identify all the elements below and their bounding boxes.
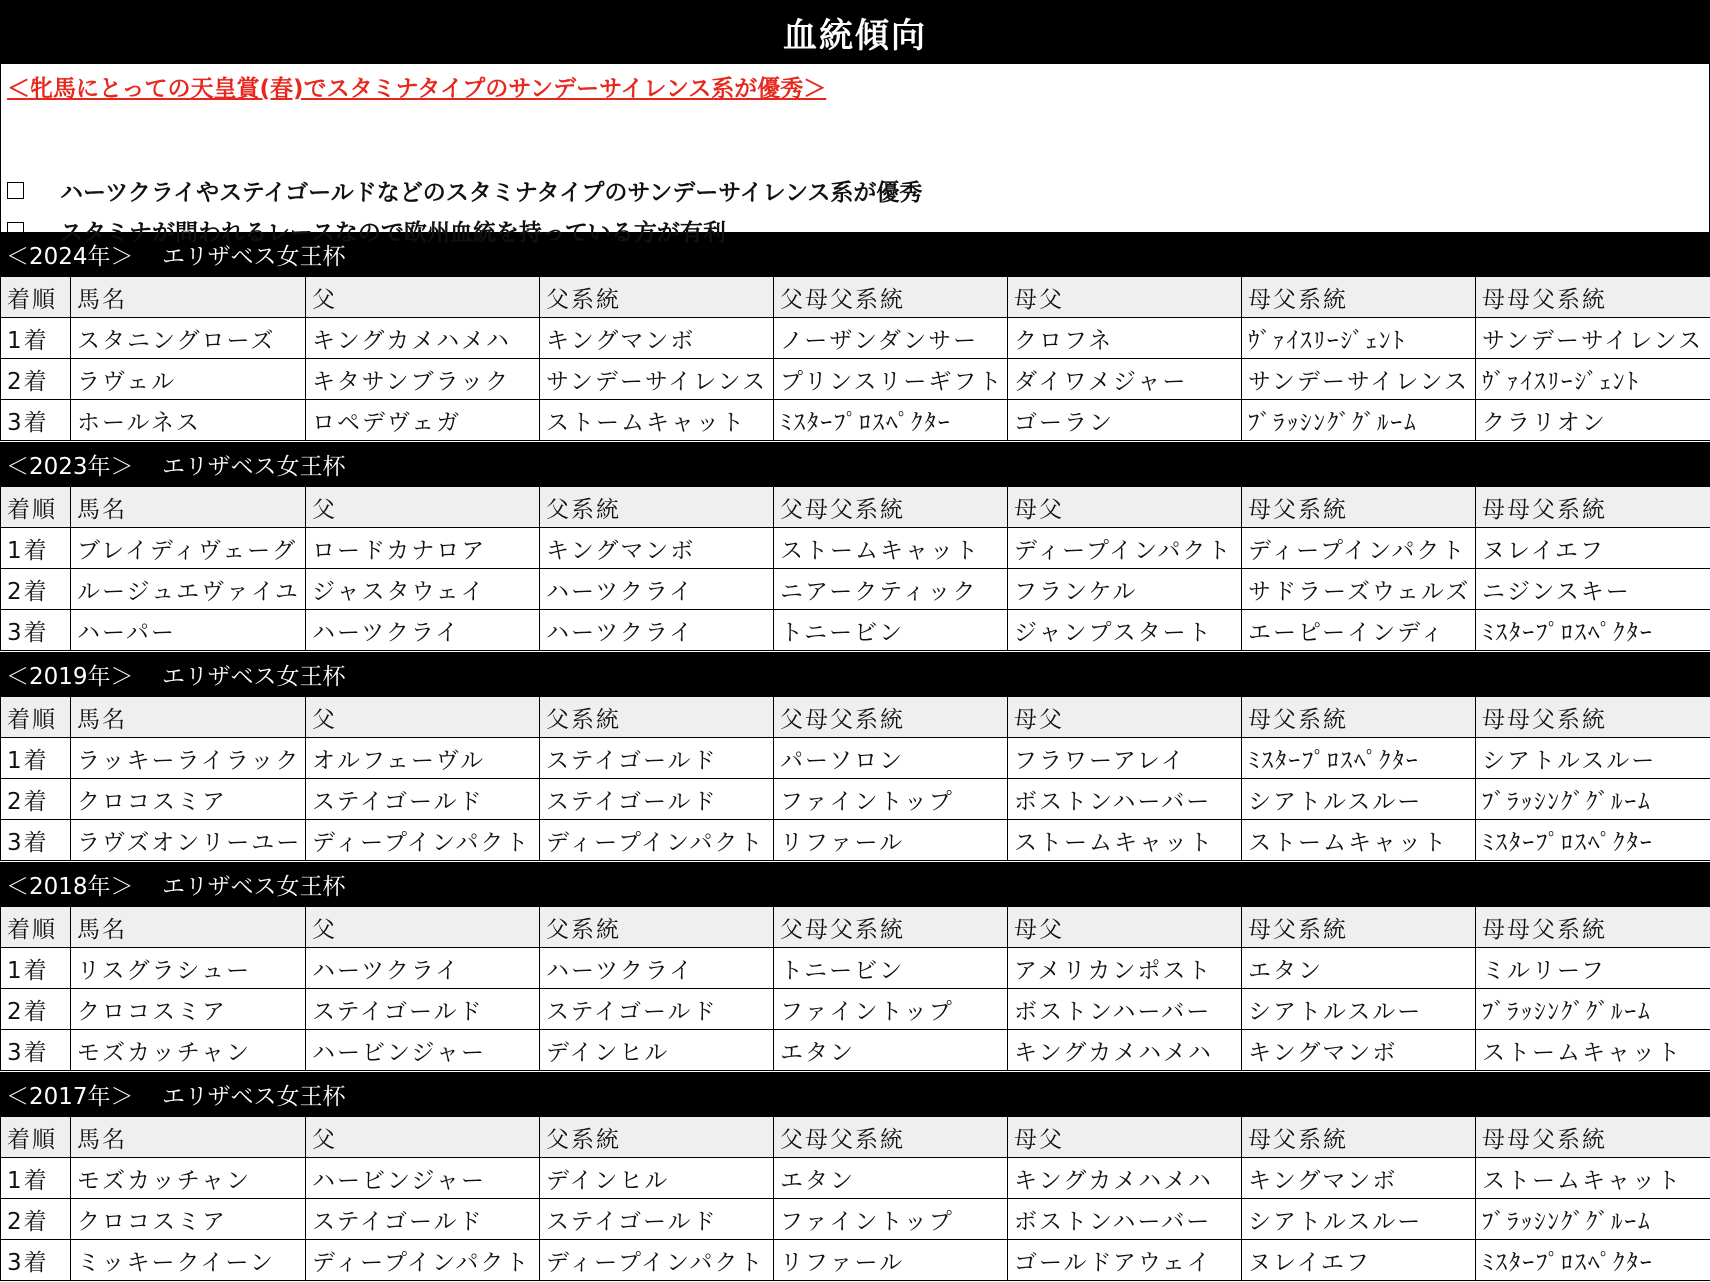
table-cell: ハーツクライ xyxy=(540,948,774,989)
column-header: 母父系統 xyxy=(1242,277,1476,318)
table-header-row xyxy=(1,697,1710,738)
table-cell: トニービン xyxy=(774,610,1008,651)
column-header: 着順 xyxy=(1,697,71,738)
year-section xyxy=(0,652,1710,862)
column-header: 馬名 xyxy=(71,277,306,318)
table-row xyxy=(1,1199,1710,1240)
column-header: 父 xyxy=(306,697,540,738)
table-cell: ハービンジャー xyxy=(306,1030,540,1071)
table-cell: フランケル xyxy=(1008,569,1242,610)
column-header: 父母父系統 xyxy=(774,1117,1008,1158)
table-cell: エーピーインディ xyxy=(1242,610,1476,651)
column-header: 母父 xyxy=(1008,907,1242,948)
table-cell: ハーツクライ xyxy=(306,948,540,989)
table-row xyxy=(1,359,1710,400)
table-header-row xyxy=(1,277,1710,318)
column-header: 母父系統 xyxy=(1242,487,1476,528)
column-header: 母母父系統 xyxy=(1476,907,1710,948)
column-header: 馬名 xyxy=(71,487,306,528)
table-cell: ストームキャット xyxy=(1476,1158,1710,1199)
table-cell: ジャンプスタート xyxy=(1008,610,1242,651)
table-cell: ラヴェル xyxy=(71,359,306,400)
table-cell: トニービン xyxy=(774,948,1008,989)
table-row xyxy=(1,1158,1710,1199)
table-row xyxy=(1,820,1710,861)
table-cell: ﾐｽﾀｰﾌﾟﾛｽﾍﾟｸﾀｰ xyxy=(1242,738,1476,779)
year-section xyxy=(0,1072,1710,1282)
column-header: 母母父系統 xyxy=(1476,1117,1710,1158)
table-cell: ステイゴールド xyxy=(306,779,540,820)
column-header: 馬名 xyxy=(71,697,306,738)
table-cell: 2着 xyxy=(1,779,71,820)
section-race: エリザベス女王杯 xyxy=(162,1083,346,1110)
results-table xyxy=(0,276,1710,441)
results-table xyxy=(0,906,1710,1071)
year-section xyxy=(0,232,1710,442)
column-header: 父母父系統 xyxy=(774,907,1008,948)
table-cell: サンデーサイレンス xyxy=(1242,359,1476,400)
table-cell: ファイントップ xyxy=(774,1199,1008,1240)
section-race: エリザベス女王杯 xyxy=(162,453,346,480)
table-cell: キングマンボ xyxy=(540,528,774,569)
table-cell: キングカメハメハ xyxy=(306,318,540,359)
table-cell: ヌレイエフ xyxy=(1476,528,1710,569)
table-cell: ダイワメジャー xyxy=(1008,359,1242,400)
table-cell: クロコスミア xyxy=(71,779,306,820)
column-header: 母父 xyxy=(1008,697,1242,738)
table-cell: ﾐｽﾀｰﾌﾟﾛｽﾍﾟｸﾀｰ xyxy=(774,400,1008,441)
table-cell: ディープインパクト xyxy=(306,1240,540,1281)
table-cell: ｳﾞｧｲｽﾘｰｼﾞｪﾝﾄ xyxy=(1242,318,1476,359)
table-cell: ストームキャット xyxy=(1242,820,1476,861)
column-header: 着順 xyxy=(1,907,71,948)
column-header: 馬名 xyxy=(71,1117,306,1158)
table-cell: 3着 xyxy=(1,610,71,651)
table-cell: ストームキャット xyxy=(1476,1030,1710,1071)
table-cell: 3着 xyxy=(1,1030,71,1071)
table-cell: キングマンボ xyxy=(1242,1158,1476,1199)
table-cell: スタニングローズ xyxy=(71,318,306,359)
table-row xyxy=(1,989,1710,1030)
column-header: 馬名 xyxy=(71,907,306,948)
table-cell: モズカッチャン xyxy=(71,1158,306,1199)
table-cell: ディープインパクト xyxy=(306,820,540,861)
table-cell: キングカメハメハ xyxy=(1008,1030,1242,1071)
table-cell: リファール xyxy=(774,820,1008,861)
table-cell: ディープインパクト xyxy=(540,1240,774,1281)
table-cell: 3着 xyxy=(1,1240,71,1281)
table-cell: シアトルスルー xyxy=(1242,989,1476,1030)
table-cell: ディープインパクト xyxy=(1242,528,1476,569)
column-header: 着順 xyxy=(1,1117,71,1158)
table-cell: ハービンジャー xyxy=(306,1158,540,1199)
section-year: ＜2017年＞ xyxy=(6,1083,134,1110)
column-header: 母母父系統 xyxy=(1476,487,1710,528)
results-table xyxy=(0,1116,1710,1281)
table-cell: ステイゴールド xyxy=(540,779,774,820)
table-cell: 2着 xyxy=(1,1199,71,1240)
table-row xyxy=(1,318,1710,359)
table-cell: アメリカンポスト xyxy=(1008,948,1242,989)
table-row xyxy=(1,738,1710,779)
table-cell: キングマンボ xyxy=(540,318,774,359)
table-cell: クラリオン xyxy=(1476,400,1710,441)
bullet-item xyxy=(7,174,922,207)
table-cell: ﾌﾞﾗｯｼﾝｸﾞｸﾞﾙｰﾑ xyxy=(1242,400,1476,441)
trend-subtitle: ＜牝馬にとっての天皇賞(春)でスタミナタイプのサンデーサイレンス系が優秀＞ xyxy=(7,76,827,102)
table-cell: ファイントップ xyxy=(774,779,1008,820)
table-cell: 2着 xyxy=(1,989,71,1030)
table-cell: ロードカナロア xyxy=(306,528,540,569)
table-cell: エタン xyxy=(774,1030,1008,1071)
table-cell: シアトルスルー xyxy=(1242,1199,1476,1240)
table-cell: キングカメハメハ xyxy=(1008,1158,1242,1199)
section-year: ＜2019年＞ xyxy=(6,663,134,690)
bullet-item xyxy=(7,214,726,247)
column-header: 母母父系統 xyxy=(1476,697,1710,738)
table-cell: ﾐｽﾀｰﾌﾟﾛｽﾍﾟｸﾀｰ xyxy=(1476,820,1710,861)
table-cell: ステイゴールド xyxy=(540,989,774,1030)
checkbox-icon xyxy=(7,222,24,239)
table-cell: ゴールドアウェイ xyxy=(1008,1240,1242,1281)
checkbox-icon xyxy=(7,182,24,199)
table-cell: 2着 xyxy=(1,359,71,400)
page-title: 血統傾向 xyxy=(0,0,1710,64)
table-cell: フラワーアレイ xyxy=(1008,738,1242,779)
section-year: ＜2018年＞ xyxy=(6,873,134,900)
table-cell: サドラーズウェルズ xyxy=(1242,569,1476,610)
section-race: エリザベス女王杯 xyxy=(162,243,346,270)
year-section xyxy=(0,442,1710,652)
table-cell: ボストンハーバー xyxy=(1008,1199,1242,1240)
table-cell: ﾌﾞﾗｯｼﾝｸﾞｸﾞﾙｰﾑ xyxy=(1476,989,1710,1030)
table-cell: 2着 xyxy=(1,569,71,610)
table-cell: ニジンスキー xyxy=(1476,569,1710,610)
table-cell: クロコスミア xyxy=(71,1199,306,1240)
section-header xyxy=(0,862,1710,906)
year-section xyxy=(0,862,1710,1072)
table-cell: ｳﾞｧｲｽﾘｰｼﾞｪﾝﾄ xyxy=(1476,359,1710,400)
table-cell: パーソロン xyxy=(774,738,1008,779)
bullet-text: スタミナが問われるレースなので欧州血統を持っている方が有利 xyxy=(60,220,726,246)
table-cell: ルージュエヴァイユ xyxy=(71,569,306,610)
results-table xyxy=(0,696,1710,861)
column-header: 着順 xyxy=(1,487,71,528)
table-cell: 3着 xyxy=(1,820,71,861)
table-cell: プリンスリーギフト xyxy=(774,359,1008,400)
table-cell: シアトルスルー xyxy=(1242,779,1476,820)
table-cell: ステイゴールド xyxy=(540,738,774,779)
table-cell: ハーパー xyxy=(71,610,306,651)
table-row xyxy=(1,948,1710,989)
table-cell: ロペデヴェガ xyxy=(306,400,540,441)
table-cell: リスグラシュー xyxy=(71,948,306,989)
table-header-row xyxy=(1,487,1710,528)
table-cell: ハーツクライ xyxy=(540,610,774,651)
table-cell: デインヒル xyxy=(540,1030,774,1071)
column-header: 母父 xyxy=(1008,277,1242,318)
table-cell: ディープインパクト xyxy=(540,820,774,861)
column-header: 父 xyxy=(306,277,540,318)
column-header: 母母父系統 xyxy=(1476,277,1710,318)
table-cell: 3着 xyxy=(1,400,71,441)
table-cell: ﾐｽﾀｰﾌﾟﾛｽﾍﾟｸﾀｰ xyxy=(1476,610,1710,651)
table-cell: 1着 xyxy=(1,738,71,779)
column-header: 父系統 xyxy=(540,277,774,318)
table-cell: ﾐｽﾀｰﾌﾟﾛｽﾍﾟｸﾀｰ xyxy=(1476,1240,1710,1281)
table-cell: ファイントップ xyxy=(774,989,1008,1030)
column-header: 父母父系統 xyxy=(774,487,1008,528)
table-cell: ミルリーフ xyxy=(1476,948,1710,989)
table-cell: ヌレイエフ xyxy=(1242,1240,1476,1281)
table-cell: ゴーラン xyxy=(1008,400,1242,441)
table-cell: ラッキーライラック xyxy=(71,738,306,779)
table-cell: 1着 xyxy=(1,528,71,569)
table-cell: サンデーサイレンス xyxy=(1476,318,1710,359)
results-table xyxy=(0,486,1710,651)
table-cell: クロフネ xyxy=(1008,318,1242,359)
column-header: 父系統 xyxy=(540,907,774,948)
column-header: 父系統 xyxy=(540,487,774,528)
table-cell: ﾌﾞﾗｯｼﾝｸﾞｸﾞﾙｰﾑ xyxy=(1476,1199,1710,1240)
notes-panel xyxy=(0,64,1710,246)
table-cell: ストームキャット xyxy=(774,528,1008,569)
table-cell: 1着 xyxy=(1,948,71,989)
table-cell: オルフェーヴル xyxy=(306,738,540,779)
column-header: 母父系統 xyxy=(1242,1117,1476,1158)
table-cell: ステイゴールド xyxy=(540,1199,774,1240)
table-cell: ディープインパクト xyxy=(1008,528,1242,569)
table-header-row xyxy=(1,1117,1710,1158)
table-cell: 1着 xyxy=(1,318,71,359)
table-cell: キタサンブラック xyxy=(306,359,540,400)
table-row xyxy=(1,610,1710,651)
table-cell: ハーツクライ xyxy=(306,610,540,651)
table-cell: モズカッチャン xyxy=(71,1030,306,1071)
table-cell: ハーツクライ xyxy=(540,569,774,610)
table-cell: ストームキャット xyxy=(540,400,774,441)
table-cell: ボストンハーバー xyxy=(1008,989,1242,1030)
table-cell: ストームキャット xyxy=(1008,820,1242,861)
table-cell: ニアークティック xyxy=(774,569,1008,610)
table-cell: ステイゴールド xyxy=(306,1199,540,1240)
column-header: 父母父系統 xyxy=(774,277,1008,318)
table-cell: 1着 xyxy=(1,1158,71,1199)
table-header-row xyxy=(1,907,1710,948)
table-cell: デインヒル xyxy=(540,1158,774,1199)
table-cell: ブレイディヴェーグ xyxy=(71,528,306,569)
table-row xyxy=(1,528,1710,569)
table-cell: シアトルスルー xyxy=(1476,738,1710,779)
section-year: ＜2023年＞ xyxy=(6,453,134,480)
section-header xyxy=(0,652,1710,696)
section-year: ＜2024年＞ xyxy=(6,243,134,270)
table-cell: エタン xyxy=(1242,948,1476,989)
table-cell: ジャスタウェイ xyxy=(306,569,540,610)
table-cell: エタン xyxy=(774,1158,1008,1199)
results-sections xyxy=(0,232,1710,1282)
bullet-text: ハーツクライやステイゴールドなどのスタミナタイプのサンデーサイレンス系が優秀 xyxy=(60,180,923,206)
table-cell: ラヴズオンリーユー xyxy=(71,820,306,861)
table-cell: サンデーサイレンス xyxy=(540,359,774,400)
table-cell: クロコスミア xyxy=(71,989,306,1030)
table-cell: ﾌﾞﾗｯｼﾝｸﾞｸﾞﾙｰﾑ xyxy=(1476,779,1710,820)
table-cell: ホールネス xyxy=(71,400,306,441)
column-header: 父 xyxy=(306,1117,540,1158)
table-row xyxy=(1,569,1710,610)
table-row xyxy=(1,1030,1710,1071)
section-header xyxy=(0,1072,1710,1116)
table-row xyxy=(1,400,1710,441)
section-race: エリザベス女王杯 xyxy=(162,663,346,690)
table-cell: ミッキークイーン xyxy=(71,1240,306,1281)
column-header: 着順 xyxy=(1,277,71,318)
section-race: エリザベス女王杯 xyxy=(162,873,346,900)
column-header: 父系統 xyxy=(540,1117,774,1158)
section-header xyxy=(0,442,1710,486)
column-header: 母父 xyxy=(1008,487,1242,528)
column-header: 父系統 xyxy=(540,697,774,738)
column-header: 母父系統 xyxy=(1242,697,1476,738)
column-header: 父母父系統 xyxy=(774,697,1008,738)
table-cell: ノーザンダンサー xyxy=(774,318,1008,359)
table-row xyxy=(1,1240,1710,1281)
table-cell: キングマンボ xyxy=(1242,1030,1476,1071)
table-cell: ステイゴールド xyxy=(306,989,540,1030)
table-cell: リファール xyxy=(774,1240,1008,1281)
table-cell: ボストンハーバー xyxy=(1008,779,1242,820)
column-header: 父 xyxy=(306,487,540,528)
column-header: 母父 xyxy=(1008,1117,1242,1158)
column-header: 母父系統 xyxy=(1242,907,1476,948)
table-row xyxy=(1,779,1710,820)
column-header: 父 xyxy=(306,907,540,948)
